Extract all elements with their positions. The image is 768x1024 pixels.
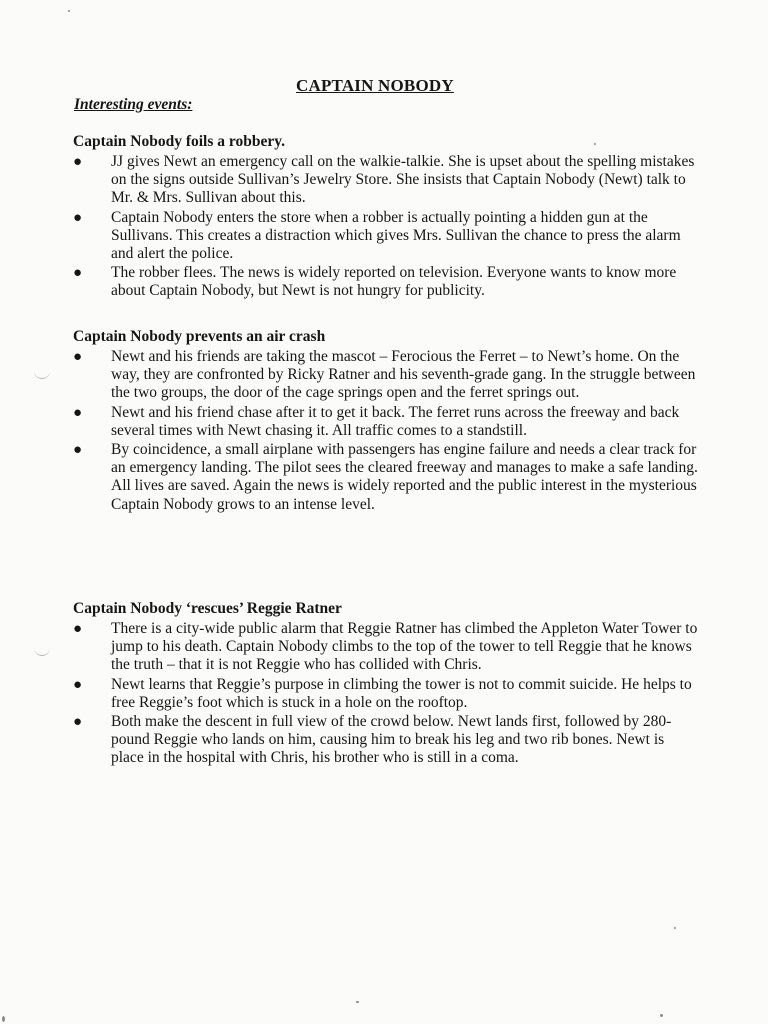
- bullet-list: [73, 348, 698, 514]
- scan-mark: [356, 1001, 359, 1003]
- bullet-icon: ●: [73, 404, 83, 421]
- list-item-text: Newt and his friends are taking the mascot – Ferocious the Ferret – to Newt’s home. On the way, they are confronted by Ricky Ratner and his seventh-grade gang. In the struggle between the two groups, the door of the cage springs open and the ferret springs out.: [111, 348, 696, 402]
- list-item: [73, 153, 698, 208]
- list-item: [73, 209, 698, 264]
- section-rescue: [73, 599, 698, 769]
- section-air-crash: [73, 327, 698, 515]
- bullet-icon: ●: [73, 265, 83, 282]
- list-item: [73, 441, 698, 514]
- bullet-list: [73, 620, 698, 768]
- bullet-icon: ●: [73, 349, 83, 365]
- scan-mark: [34, 368, 50, 379]
- section-heading: Captain Nobody foils a robbery.: [73, 133, 286, 150]
- list-item-text: Newt learns that Reggie’s purpose in climbing the tower is not to commit suicide. He helps to free Reggie’s foot which is stuck in a hole on the rooftop.: [111, 675, 692, 711]
- scan-mark: [660, 1014, 663, 1017]
- list-item-text: Newt and his friend chase after it to get it back. The ferret runs across the freeway and back several times with Newt chasing it. All traffic comes to a standstill.: [111, 403, 680, 439]
- scan-mark: [2, 1016, 5, 1022]
- bullet-list: [73, 153, 698, 301]
- list-item-text: By coincidence, a small airplane with passengers has engine failure and needs a clear track for an emergency landing. The pilot sees the cleared freeway and manages to make a safe landing. All lives are saved. Again the news is widely reported and the public interest in the mysterious Captain Nobody grows to an intense level.: [111, 441, 698, 513]
- list-item: [73, 348, 698, 403]
- bullet-icon: ●: [73, 209, 83, 226]
- document-title: CAPTAIN NOBODY: [296, 76, 454, 95]
- list-item: [73, 620, 698, 675]
- scan-mark: [68, 10, 70, 12]
- section-heading: Captain Nobody ‘rescues’ Reggie Ratner: [73, 600, 342, 617]
- list-item: [73, 404, 698, 440]
- bullet-icon: ●: [73, 442, 83, 459]
- list-item-text: Both make the descent in full view of the crowd below. Newt lands first, followed by 280-pound Reggie who lands on him, causing him to break his leg and two rib bones. Newt is place in the hospital with Chris, his brother who is still in a coma.: [111, 713, 672, 767]
- list-item: [73, 676, 698, 712]
- list-item-text: Captain Nobody enters the store when a robber is actually pointing a hidden gun at the Sullivans. This creates a distraction which gives Mrs. Sullivan the chance to press the alarm and alert the police.: [111, 208, 681, 263]
- list-item: [73, 713, 698, 768]
- list-item-text: There is a city-wide public alarm that Reggie Ratner has climbed the Appleton Water Tower to jump to his death. Captain Nobody climbs to the top of the tower to tell Reggie that he knows the truth – that it is not Reggie who has collided with Chris.: [111, 620, 698, 674]
- list-item-text: The robber flees. The news is widely reported on television. Everyone wants to know more about Captain Nobody, but Newt is not hungry for publicity.: [111, 264, 677, 300]
- bullet-icon: ●: [73, 154, 83, 170]
- scan-mark: [34, 645, 50, 656]
- scan-mark: [674, 927, 676, 929]
- bullet-icon: ●: [73, 621, 83, 637]
- scan-mark: [594, 143, 596, 145]
- section-robbery: [73, 132, 698, 302]
- document-subtitle: Interesting events:: [74, 96, 193, 113]
- list-item-text: JJ gives Newt an emergency call on the walkie-talkie. She is upset about the spelling mistakes on the signs outside Sullivan’s Jewelry Store. She insists that Captain Nobody (Newt) talk to Mr. & Mrs. Sullivan about this.: [111, 153, 695, 207]
- section-heading: Captain Nobody prevents an air crash: [73, 328, 326, 345]
- list-item: [73, 264, 698, 300]
- bullet-icon: ●: [73, 676, 83, 693]
- bullet-icon: ●: [73, 714, 83, 731]
